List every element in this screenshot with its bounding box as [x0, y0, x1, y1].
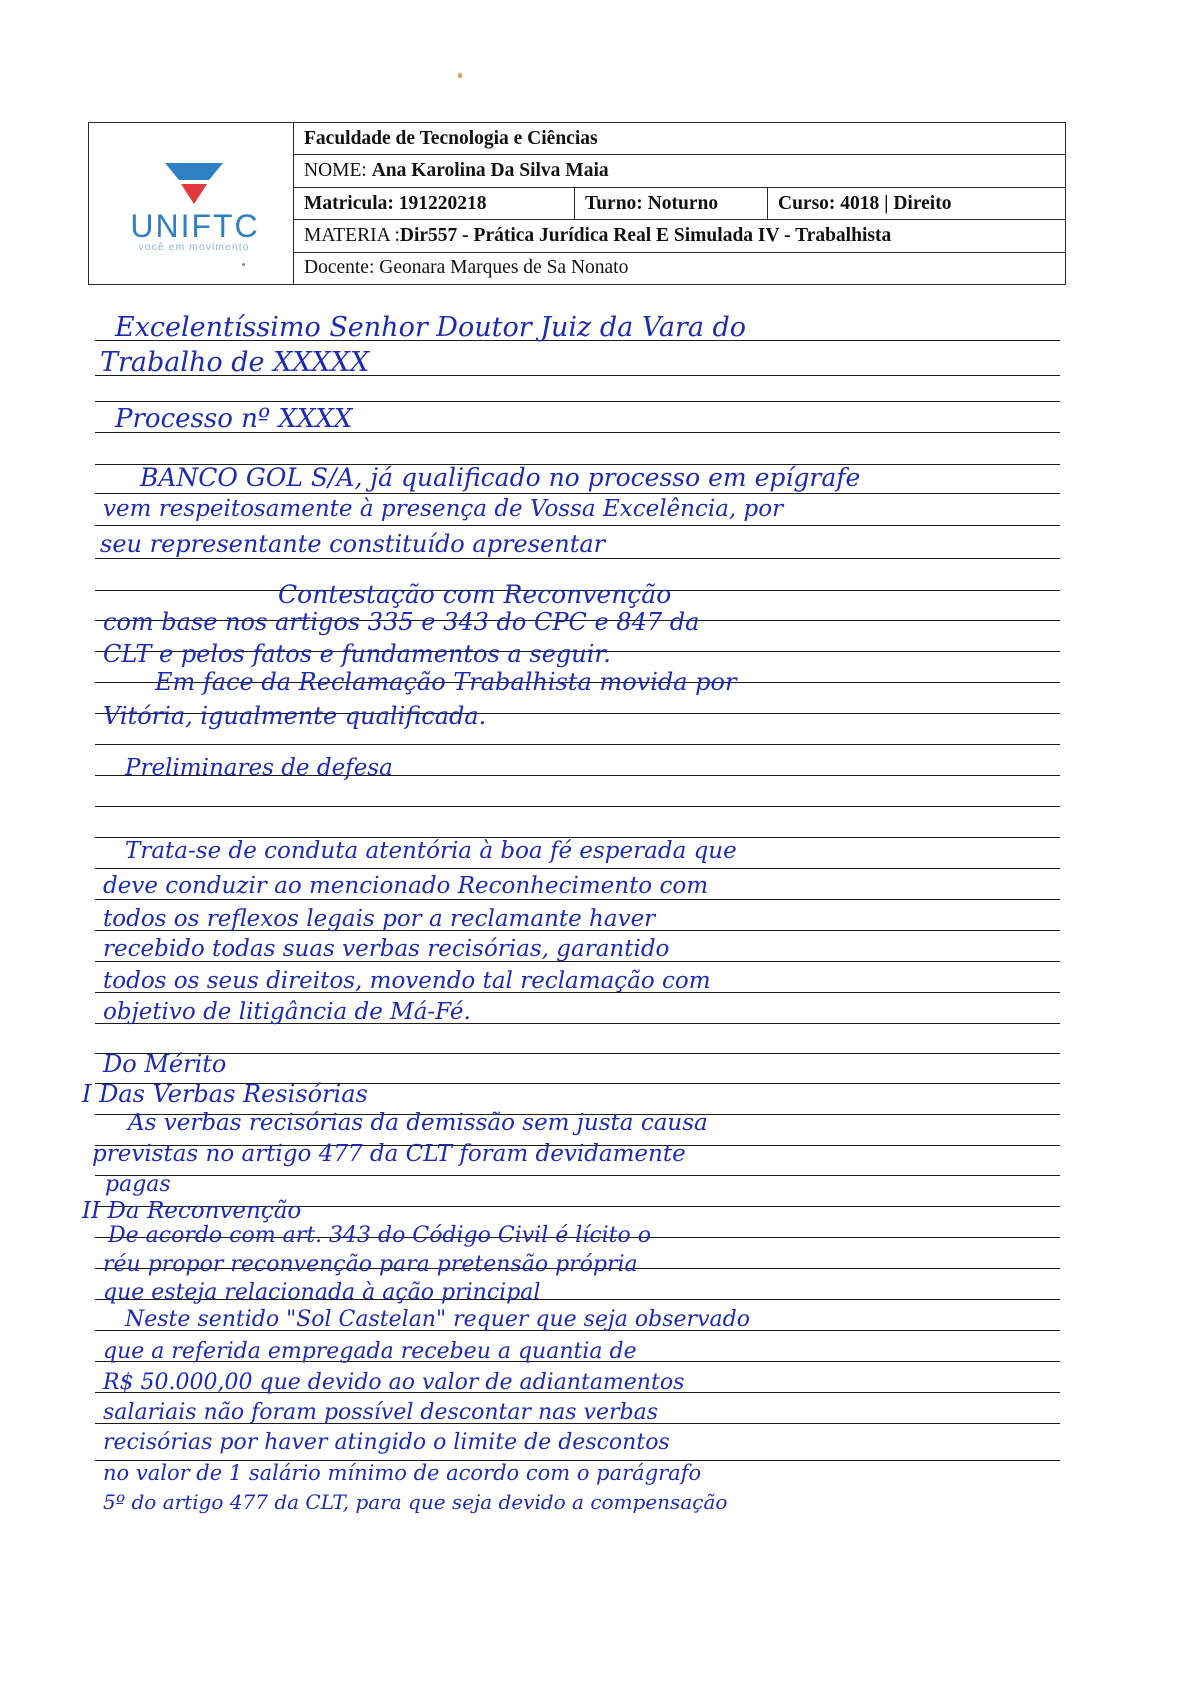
logo-tagline: você em movimento [138, 241, 250, 253]
handwritten-line: salariais não foram possível descontar nas verbas [103, 1400, 658, 1425]
dot [242, 263, 245, 266]
ruled-line [95, 558, 1060, 559]
ruled-line [95, 1053, 1060, 1054]
document-header [88, 122, 1066, 285]
ruled-line [95, 744, 1060, 745]
docente-row [294, 253, 1065, 284]
unifTC-chevron-logo-icon [163, 160, 225, 206]
turno-label: Turno: [585, 192, 643, 214]
curso-value: 4018 | Direito [840, 192, 952, 214]
handwritten-line: deve conduzir ao mencionado Reconhecimento com [103, 873, 709, 899]
handwritten-line: com base nos artigos 335 e 343 do CPC e 847 da [103, 608, 700, 636]
handwritten-line: vem respeitosamente à presença de Vossa Excelência, por [103, 496, 784, 522]
ruled-line [95, 899, 1060, 900]
nome-value: Ana Karolina Da Silva Maia [371, 160, 609, 182]
ruled-line [95, 401, 1060, 402]
matricula-label: Matricula: [304, 192, 394, 214]
matricula-value: 191220218 [398, 192, 487, 214]
curso-label: Curso: [778, 192, 836, 214]
info-cell [294, 123, 1065, 284]
matricula-row [294, 188, 1065, 220]
handwritten-line: BANCO GOL S/A, já qualificado no processo em epígrafe [140, 463, 861, 492]
handwritten-line: Excelentíssimo Senhor Doutor Juiz da Vara do [115, 312, 747, 343]
handwritten-line: Processo nº XXXX [115, 404, 353, 434]
handwritten-line: pagas [105, 1172, 171, 1197]
handwritten-line: As verbas recisórias da demissão sem justa causa [128, 1110, 708, 1136]
handwritten-line: todos os seus direitos, movendo tal reclamação com [103, 968, 711, 994]
institution-name: Faculdade de Tecnologia e Ciências [294, 123, 1065, 155]
nome-row [294, 155, 1065, 187]
handwritten-line: II Da Reconvenção [82, 1198, 302, 1224]
materia-value: Dir557 - Prática Jurídica Real E Simulada IV - Trabalhista [399, 224, 892, 246]
handwritten-line: recebido todas suas verbas recisórias, garantido [103, 936, 670, 962]
ink-speck [458, 73, 462, 78]
handwritten-line: seu representante constituído apresentar [100, 530, 606, 558]
handwritten-line: De acordo com art. 343 do Código Civil é lícito o [108, 1223, 652, 1248]
matricula-segment [294, 188, 575, 219]
turno-value: Noturno [647, 192, 719, 214]
handwritten-line: Neste sentido "Sol Castelan" requer que seja observado [125, 1307, 750, 1332]
handwritten-line: que esteja relacionada à ação principal [103, 1280, 541, 1305]
handwritten-line: objetivo de litigância de Má-Fé. [103, 999, 471, 1025]
turno-segment [575, 188, 768, 219]
handwritten-line: previstas no artigo 477 da CLT foram devidamente [92, 1141, 686, 1167]
handwritten-line: Vitória, igualmente qualificada. [103, 702, 487, 730]
materia-label: MATERIA : [304, 224, 400, 246]
docente-label: Docente: [304, 257, 375, 279]
handwritten-line: todos os reflexos legais por a reclamante haver [103, 906, 656, 932]
ruled-line [95, 806, 1060, 807]
handwritten-line: CLT e pelos fatos e fundamentos a seguir. [103, 640, 611, 668]
ruled-line [95, 1175, 1060, 1176]
ruled-line [95, 525, 1060, 526]
handwritten-line: que a referida empregada recebeu a quantia de [103, 1339, 637, 1364]
handwritten-line: R$ 50.000,00 que devido ao valor de adiantamentos [103, 1370, 685, 1395]
handwritten-line: Contestação com Reconvenção [278, 580, 672, 609]
handwritten-line: Em face da Reclamação Trabalhista movida por [155, 668, 737, 696]
ruled-line [95, 868, 1060, 869]
handwritten-line: Trabalho de XXXXX [100, 347, 370, 378]
logo-cell [89, 123, 294, 284]
nome-label: NOME: [304, 160, 367, 182]
materia-row [294, 220, 1065, 252]
handwritten-line: Do Mérito [103, 1050, 227, 1078]
handwritten-line: Trata-se de conduta atentória à boa fé esperada que [125, 838, 737, 864]
curso-segment [768, 188, 961, 219]
handwritten-line: Preliminares de defesa [125, 755, 393, 781]
handwritten-line: recisórias por haver atingido o limite de descontos [103, 1430, 670, 1455]
logo-wordmark: UNIFTC [130, 208, 260, 244]
ruled-line [95, 493, 1060, 494]
handwritten-line: I Das Verbas Resisórias [82, 1080, 368, 1108]
handwritten-line: 5º do artigo 477 da CLT, para que seja devido a compensação [103, 1490, 728, 1514]
handwritten-line: réu propor reconvenção para pretensão própria [103, 1252, 638, 1277]
docente-value: Geonara Marques de Sa Nonato [379, 257, 629, 279]
handwritten-line: no valor de 1 salário mínimo de acordo com o parágrafo [103, 1461, 702, 1485]
